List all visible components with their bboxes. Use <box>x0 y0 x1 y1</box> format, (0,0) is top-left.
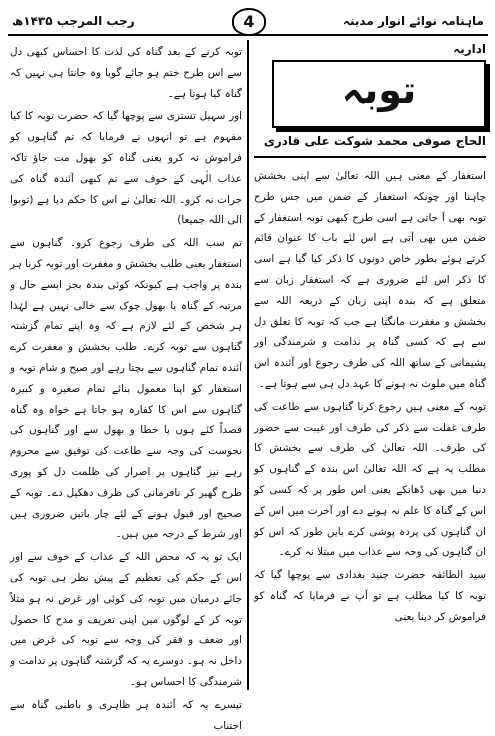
author-divider <box>254 156 486 158</box>
section-label: اداریہ <box>453 42 486 56</box>
paragraph: سید الطائفہ حضرت جنید بغدادی سے پوچھا گیا کہ توبہ کا کیا مطلب ہے تو آپ نے فرمایا کہ گناہ کو فراموش کر دینا یعنی <box>254 569 486 623</box>
paragraph: تیسرے یہ کہ آئندہ ہر ظاہری و باطنی گناہ سے اجتناب <box>10 698 242 732</box>
issue-date: رجب المرجب ۱۴۳۵ھ <box>12 14 135 28</box>
paragraph: تم سب اللہ کی طرف رجوع کرو۔ گناہوں سے استغفار یعنی طلب بخشش و مغفرت اور توبہ کرنا ہر بندہ پر واجب ہے کیونکہ کوئی بندہ بجز ایسے حال و مرتبہ کے گناہ یا بھول چوک سے خالی نہیں ہے لہٰذا ہر شخص کے لئے لازم ہے کہ وہ اپنے تمام گزشتہ گناہوں سے توبہ کرے۔ طلب بخشش و مغفرت کرے آئندہ تمام گناہوں سے بچتا رہے اور صبح و شام توبہ و استغفار کو اپنا معمول بنائے تمام صغیرہ و کبیرہ گناہوں سے اس کا کفارہ ہو جاتا ہے خواہ وہ گناہ قصداً کئے ہوں یا خطا و بھول سے اور گناہوں کی نحوست کی وجہ سے طاعت کی توفیق سے محروم رہے نیز گناہوں پر اصرار کی ظلمت دل کو پوری طرح گھیر کر نافرمانی کی طرف دھکیل دے۔ توبہ کے صحیح اور قبول ہونے کے لئے چار باتیں ضروری ہیں اور شرط کے درجہ میں ہیں۔ <box>10 237 242 541</box>
paragraph: استغفار کے معنی ہیں اللہ تعالیٰ سے اپنی بخشش چاہنا اور چونکہ استغفار کے ضمن میں جس طرح توبہ بھی آ جاتی ہے اسی طرح کبھی توبہ استغفار کے ضمن میں بھی آتی ہے اس لئے باب کا عنوان قائم کرتے ہوئے بطور خاص دونوں کا ذکر کیا گیا ہے اسی کا ذکر اس لئے ضروری ہے کہ استغفار زبان سے متعلق ہے کہ بندہ اپنی زبان کے ذریعہ اللہ سے بخشش و مغفرت مانگتا ہے جب کہ توبہ کا تعلق دل سے ہے کہ کسی گناہ پر ندامت و شرمندگی اور پشیمانی کے ساتھ اللہ کی طرف رجوع اور آئندہ اس گناہ میں ملوث نہ ہونے کا عہد دل ہی سے ہوتا ہے۔ <box>254 170 486 390</box>
paragraph: توبہ کے معنی ہیں رجوع کرنا گناہوں سے طاعت کی طرف غفلت سے ذکر کی طرف اور غیبت سے حضور کی طرف۔ اللہ تعالیٰ کی طرف سے بخشش کا مطلب یہ ہے کہ اللہ تعالیٰ اس بندہ کے گناہوں کو دنیا میں بھی ڈھانکے یعنی اس طور پر کہ کسی کو اس کے گناہ کا علم نہ ہونے دے اور آخرت میں اس کے ان گناہوں کی پردہ پوشی کرے بایں طور کہ اس کو ان گناہوں کی وجہ سے عذاب میں مبتلا نہ کرے۔ <box>254 400 486 559</box>
magazine-name: ماہنامہ نوائے انوار مدینہ <box>342 14 484 28</box>
right-column <box>254 42 486 692</box>
paragraph: ایک تو یہ کہ محض اللہ کے عذاب کے خوف سے اور اس کے حکم کی تعظیم کے پیش نظر ہی توبہ کی جائے درمیان میں توبہ کی کوئی اور غرض نہ ہو مثلاً توبہ کر کے لوگوں میں اپنی تعریف و مدح کا حصول اور ضعف و فقر کی وجہ سے توبہ کی غرض میں داخل نہ ہو۔ دوسرے یہ کہ گزشتہ گناہوں پر ندامت و شرمندگی کا احساس ہو۔ <box>10 551 242 688</box>
article-author: الحاج صوفی محمد شوکت علی قادری <box>263 134 486 148</box>
page-header <box>8 6 488 36</box>
column-divider <box>247 40 249 690</box>
article-title: توبہ <box>341 68 417 112</box>
left-column <box>10 42 242 732</box>
header-divider <box>8 34 488 36</box>
page-number: 4 <box>232 8 266 36</box>
title-box <box>272 60 486 128</box>
paragraph: توبہ کرنے کے بعد گناہ کی لذت کا احساس کبھی دل سے اس طرح ختم ہو جائے گویا وہ جانتا ہی نہیں کہ گناہ کیا ہوتا ہے۔ <box>10 46 242 100</box>
paragraph: اور سہیل تستری سے پوچھا گیا کہ حضرت توبہ کا کیا مفہوم ہے تو انہوں نے فرمایا کہ تم گناہوں کو فراموش نہ کرو یعنی گناہ کو بھول مت جاؤ تاکہ عذاب الٰہی کے خوف سے تم کبھی آئندہ گناہ کی جرات نہ کرو۔ اللہ تعالیٰ نے اس کا حکم دیا ہے (توبوا الی اللہ جمیعا) <box>10 110 242 227</box>
